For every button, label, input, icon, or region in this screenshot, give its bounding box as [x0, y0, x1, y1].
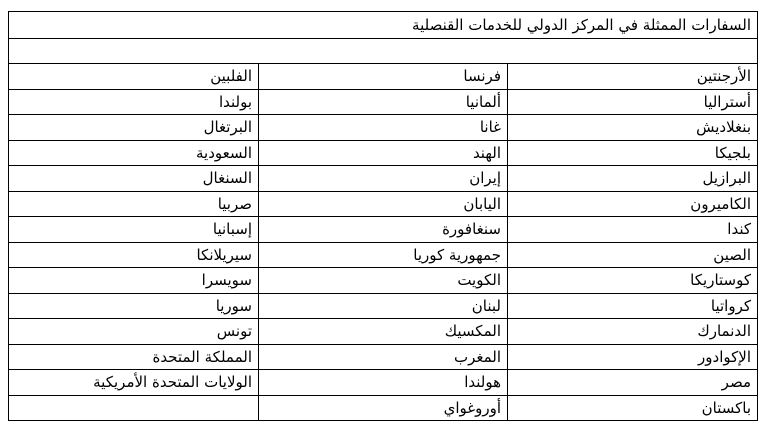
country-cell: كوستاريكا [508, 268, 758, 294]
country-cell: هولندا [259, 370, 508, 396]
country-cell: البرتغال [8, 115, 258, 141]
country-cell: صربيا [8, 191, 258, 217]
table-title: السفارات الممثلة في المركز الدولي للخدمات القنصلية [8, 12, 757, 39]
country-cell: بلجيكا [508, 140, 758, 166]
country-cell: باكستان [508, 395, 758, 421]
country-cell: جمهورية كوريا [259, 242, 508, 268]
table-row [8, 64, 757, 90]
country-cell: مصر [508, 370, 758, 396]
country-cell: إيران [259, 166, 508, 192]
country-cell: سيريلانكا [8, 242, 258, 268]
country-cell: المكسيك [259, 319, 508, 345]
table-row [8, 268, 757, 294]
country-cell: المغرب [259, 344, 508, 370]
country-cell: إسبانيا [8, 217, 258, 243]
table-row [8, 89, 757, 115]
empty-row [8, 39, 757, 64]
country-cell: الدنمارك [508, 319, 758, 345]
country-cell: سنغافورة [259, 217, 508, 243]
country-cell: الولايات المتحدة الأمريكية [8, 370, 258, 396]
table-row [8, 140, 757, 166]
country-cell: الإكوادور [508, 344, 758, 370]
country-cell: كرواتيا [508, 293, 758, 319]
table-row [8, 319, 757, 345]
country-cell: تونس [8, 319, 258, 345]
table-row [8, 242, 757, 268]
country-cell: أستراليا [508, 89, 758, 115]
country-cell: غانا [259, 115, 508, 141]
country-cell: بولندا [8, 89, 258, 115]
country-cell [8, 395, 258, 421]
country-cell: الصين [508, 242, 758, 268]
table-row [8, 191, 757, 217]
country-cell: الهند [259, 140, 508, 166]
country-cell: الفلبين [8, 64, 258, 90]
country-cell: الكاميرون [508, 191, 758, 217]
country-cell: فرنسا [259, 64, 508, 90]
country-cell: الكويت [259, 268, 508, 294]
table-row [8, 395, 757, 421]
country-cell: السعودية [8, 140, 258, 166]
table-row [8, 115, 757, 141]
country-cell: ألمانيا [259, 89, 508, 115]
country-cell: اليابان [259, 191, 508, 217]
table-row [8, 217, 757, 243]
country-cell: لبنان [259, 293, 508, 319]
country-cell: أوروغواي [259, 395, 508, 421]
country-cell: سوريا [8, 293, 258, 319]
country-cell: الأرجنتين [508, 64, 758, 90]
embassies-document [9, 11, 758, 421]
table-row [8, 166, 757, 192]
country-cell: السنغال [8, 166, 258, 192]
country-cell: كندا [508, 217, 758, 243]
table-row [8, 293, 757, 319]
country-cell: البرازيل [508, 166, 758, 192]
empty-cell [8, 39, 757, 64]
table-row [8, 344, 757, 370]
table-body [8, 12, 757, 421]
country-cell: بنغلاديش [508, 115, 758, 141]
table-row [8, 370, 757, 396]
embassies-table [8, 11, 758, 421]
country-cell: المملكة المتحدة [8, 344, 258, 370]
title-row [8, 12, 757, 39]
country-cell: سويسرا [8, 268, 258, 294]
